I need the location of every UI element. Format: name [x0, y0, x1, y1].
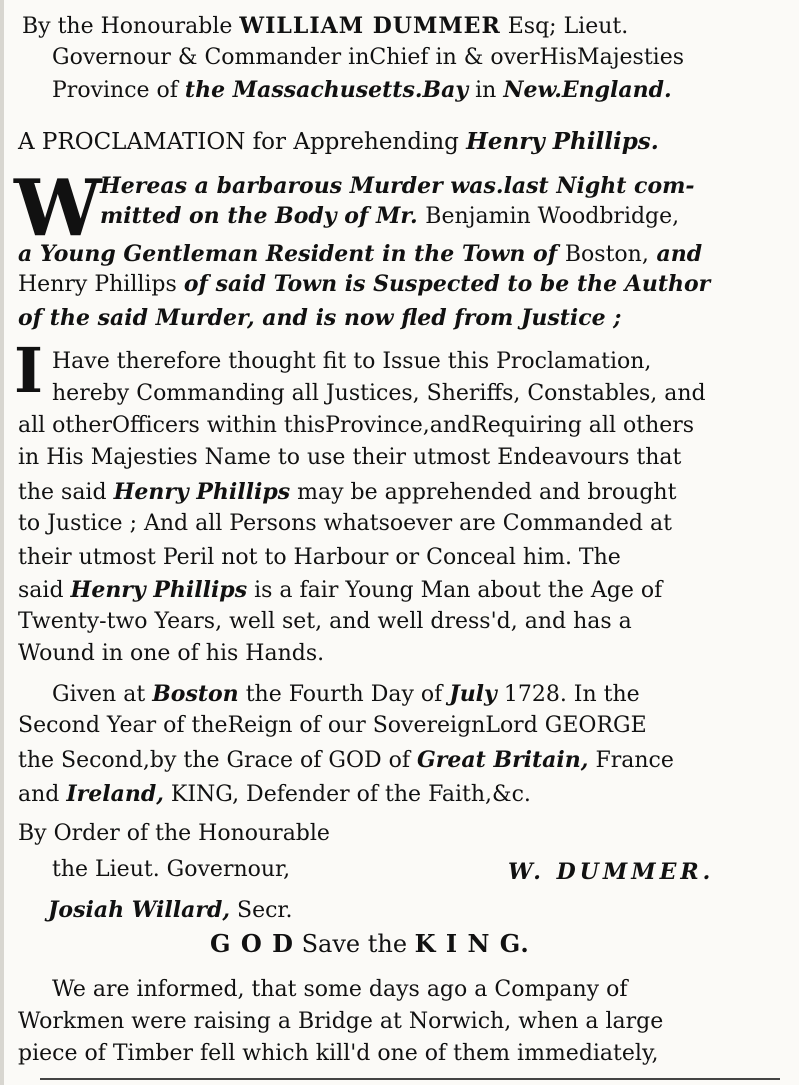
secretary: Josiah Willard, Secr. [48, 897, 293, 923]
signature: W. DUMMER. [508, 859, 715, 885]
para2-line-6: to Justice ; And all Persons whatsoever are Commanded at [18, 511, 672, 536]
para1-line-1: Hereas a barbarous Murder was.last Night com- [100, 173, 695, 199]
para2-line-5: the said Henry Phillips may be apprehended and brought [18, 479, 677, 505]
para2-line-4: in His Majesties Name to use their utmost Endeavours that [18, 445, 682, 470]
given-line-4: and Ireland, KING, Defender of the Faith,&c. [18, 781, 531, 807]
para1-line-3: a Young Gentleman Resident in the Town of Boston, and [18, 241, 703, 267]
para2-line-3: all otherOfficers within thisProvince,andRequiring all others [18, 413, 695, 438]
para2-line-2: hereby Commanding all Justices, Sheriffs, Constables, and [52, 381, 706, 406]
order-line-1: By Order of the Honourable [18, 821, 330, 846]
bottom-rule [40, 1078, 780, 1080]
drop-cap-w: W [14, 163, 102, 254]
para2-line-10: Wound in one of his Hands. [18, 641, 325, 666]
header-line-3: Province of the Massachusetts.Bay in New.England. [52, 77, 672, 103]
para1-line-2: mitted on the Body of Mr. Benjamin Woodbridge, [100, 203, 680, 229]
given-line-1: Given at Boston the Fourth Day of July 1728. In the [52, 681, 640, 707]
news-line-2: Workmen were raising a Bridge at Norwich, when a large [18, 1009, 664, 1034]
para1-line-5: of the said Murder, and is now fled from Justice ; [18, 305, 622, 331]
given-line-3: the Second,by the Grace of GOD of Great Britain, France [18, 747, 674, 773]
drop-cap-i: I [14, 334, 44, 407]
para2-line-7: their utmost Peril not to Harbour or Conceal him. The [18, 545, 621, 570]
god-save-the-king: G O D Save the K I N G. [210, 929, 530, 958]
para1-line-4: Henry Phillips of said Town is Suspected to be the Author [18, 271, 711, 297]
para2-line-1: Have therefore thought fit to Issue this Proclamation, [52, 349, 652, 374]
header-line-2: Governour & Commander inChief in & overHisMajesties [52, 45, 685, 70]
proclamation-title: A PROCLAMATION for Apprehending Henry Phillips. [18, 128, 659, 155]
page-edge [0, 0, 4, 1085]
order-line-2: the Lieut. Governour, [52, 857, 291, 882]
header-line-1: By the Honourable WILLIAM DUMMER Esq; Lieut. [22, 13, 629, 39]
given-line-2: Second Year of theReign of our SovereignLord GEORGE [18, 713, 647, 738]
para2-line-8: said Henry Phillips is a fair Young Man about the Age of [18, 577, 663, 603]
para2-line-9: Twenty-two Years, well set, and well dress'd, and has a [18, 609, 632, 634]
news-line-3: piece of Timber fell which kill'd one of them immediately, [18, 1041, 659, 1066]
news-line-1: We are informed, that some days ago a Company of [52, 977, 628, 1002]
